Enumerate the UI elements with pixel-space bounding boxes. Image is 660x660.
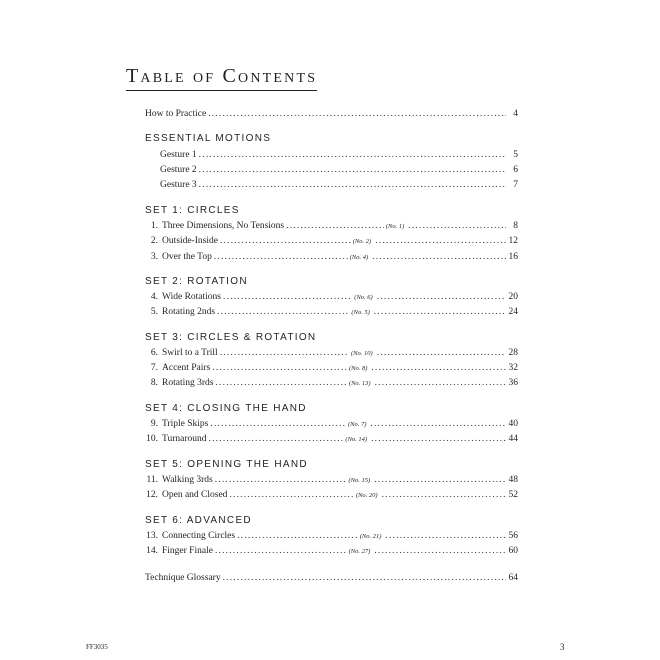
dot-leader bbox=[408, 219, 506, 234]
toc-entry-page: 36 bbox=[508, 378, 519, 388]
dot-leader bbox=[217, 305, 349, 320]
toc-entry-label: Three Dimensions, No Tensions bbox=[162, 221, 285, 231]
dot-leader bbox=[374, 305, 506, 320]
dot-leader bbox=[371, 361, 506, 376]
toc-entry-reference: (No. 2) bbox=[352, 238, 372, 245]
toc-entry[interactable] bbox=[160, 148, 518, 163]
toc-entry-how-to-practice[interactable] bbox=[145, 107, 518, 122]
toc-entry[interactable] bbox=[145, 488, 518, 503]
toc-entry-number: 9. bbox=[150, 419, 158, 429]
dot-leader bbox=[215, 544, 347, 559]
toc-entry-page: 64 bbox=[508, 573, 518, 583]
toc-entry-reference: (No. 15) bbox=[348, 477, 371, 484]
toc-entry-reference: (No. 21) bbox=[359, 533, 382, 540]
toc-entry-label: Open and Closed bbox=[162, 490, 228, 500]
section-heading-essential-motions: ESSENTIAL MOTIONS bbox=[145, 133, 272, 144]
toc-entry[interactable] bbox=[145, 376, 518, 391]
toc-entry-reference: (No. 13) bbox=[348, 380, 371, 387]
dot-leader bbox=[374, 544, 506, 559]
toc-entry-reference: (No. 7) bbox=[347, 421, 367, 428]
dot-leader bbox=[372, 250, 506, 265]
toc-entry-label: Over the Top bbox=[162, 252, 212, 262]
toc-entry-number: 1. bbox=[150, 221, 158, 231]
toc-entry-page: 24 bbox=[508, 307, 518, 317]
toc-entry-reference: (No. 14) bbox=[345, 436, 368, 443]
page-title: Table of Contents bbox=[126, 64, 317, 91]
dot-leader bbox=[199, 178, 506, 193]
toc-entry-label: How to Practice bbox=[145, 109, 207, 119]
toc-entry[interactable] bbox=[145, 473, 518, 488]
dot-leader bbox=[382, 488, 506, 503]
toc-entry-page: 28 bbox=[508, 348, 518, 358]
dot-leader bbox=[220, 234, 351, 249]
toc-entry-page: 6 bbox=[513, 165, 518, 175]
toc-entry-label: Turnaround bbox=[162, 434, 207, 444]
dot-leader bbox=[220, 346, 349, 361]
toc-entry-page: 8 bbox=[513, 221, 519, 231]
section-heading-set-3: SET 3: CIRCLES & ROTATION bbox=[145, 332, 317, 343]
dot-leader bbox=[370, 417, 506, 432]
toc-entry-reference: (No. 8) bbox=[348, 365, 368, 372]
toc-entry[interactable] bbox=[145, 305, 518, 320]
toc-entry-number: 13. bbox=[146, 531, 158, 541]
toc-entry-reference: (No. 20) bbox=[355, 492, 378, 499]
toc-entry[interactable] bbox=[145, 290, 518, 305]
dot-leader bbox=[375, 376, 506, 391]
dot-leader bbox=[385, 529, 506, 544]
toc-entry-page: 56 bbox=[508, 531, 519, 541]
footer-catalog-code: FF3035 bbox=[86, 643, 108, 651]
dot-leader bbox=[209, 432, 344, 447]
toc-entry-page: 12 bbox=[508, 236, 519, 246]
toc-entry-label: Rotating 3rds bbox=[162, 378, 214, 388]
dot-leader bbox=[377, 290, 506, 305]
toc-entry-label: Finger Finale bbox=[162, 546, 213, 556]
toc-entry[interactable] bbox=[145, 529, 518, 544]
toc-entry-label: Walking 3rds bbox=[162, 475, 213, 485]
toc-entry-page: 44 bbox=[508, 434, 518, 444]
dot-leader bbox=[237, 529, 358, 544]
dot-leader bbox=[371, 432, 506, 447]
toc-entry-reference: (No. 4) bbox=[349, 254, 369, 261]
toc-entry[interactable] bbox=[145, 234, 518, 249]
dot-leader bbox=[210, 417, 346, 432]
toc-entry[interactable] bbox=[160, 163, 518, 178]
toc-entry-label: Connecting Circles bbox=[162, 531, 236, 541]
toc-entry[interactable] bbox=[145, 346, 518, 361]
dot-leader bbox=[377, 346, 506, 361]
dot-leader bbox=[375, 234, 506, 249]
toc-entry-reference: (No. 10) bbox=[351, 350, 373, 357]
dot-leader bbox=[223, 571, 506, 586]
toc-entry[interactable] bbox=[145, 432, 518, 447]
toc-entry-number: 3. bbox=[150, 252, 158, 262]
toc-entry-page: 52 bbox=[508, 490, 519, 500]
toc-entry-number: 5. bbox=[150, 307, 158, 317]
toc-entry-label: Rotating 2nds bbox=[162, 307, 216, 317]
toc-entry[interactable] bbox=[160, 178, 518, 193]
dot-leader bbox=[199, 148, 506, 163]
dot-leader bbox=[215, 473, 347, 488]
dot-leader bbox=[223, 290, 352, 305]
toc-entry-label: Wide Rotations bbox=[162, 292, 221, 302]
toc-entry-number: 10. bbox=[146, 434, 158, 444]
dot-leader bbox=[215, 376, 346, 391]
toc-entry-label: Swirl to a Trill bbox=[162, 348, 218, 358]
toc-entry-page: 7 bbox=[513, 180, 518, 190]
toc-entry-number: 12. bbox=[146, 490, 158, 500]
toc-entry-label: Gesture 3 bbox=[160, 180, 197, 190]
toc-entry-technique-glossary[interactable] bbox=[145, 571, 518, 586]
toc-entry-page: 32 bbox=[508, 363, 519, 373]
toc-entry-number: 11. bbox=[146, 475, 158, 485]
section-heading-set-1: SET 1: CIRCLES bbox=[145, 205, 240, 216]
section-heading-set-4: SET 4: CLOSING THE HAND bbox=[145, 403, 307, 414]
toc-entry-reference: (No. 27) bbox=[348, 548, 371, 555]
toc-entry-reference: (No. 6) bbox=[354, 294, 373, 301]
toc-entry[interactable] bbox=[145, 361, 518, 376]
dot-leader bbox=[208, 107, 506, 122]
dot-leader bbox=[374, 473, 506, 488]
section-heading-set-6: SET 6: ADVANCED bbox=[145, 515, 252, 526]
toc-entry[interactable] bbox=[145, 417, 518, 432]
dot-leader bbox=[214, 250, 348, 265]
section-heading-set-2: SET 2: ROTATION bbox=[145, 276, 248, 287]
section-heading-set-5: SET 5: OPENING THE HAND bbox=[145, 459, 308, 470]
toc-entry-label: Outside-Inside bbox=[162, 236, 218, 246]
toc-entry-page: 5 bbox=[513, 150, 518, 160]
toc-entry-page: 60 bbox=[508, 546, 519, 556]
dot-leader bbox=[229, 488, 353, 503]
toc-entry-page: 20 bbox=[508, 292, 519, 302]
toc-entry-number: 4. bbox=[150, 292, 158, 302]
dot-leader bbox=[286, 219, 384, 234]
footer-page-number: 3 bbox=[560, 642, 565, 652]
toc-entry-number: 2. bbox=[150, 236, 158, 246]
toc-entry-reference: (No. 5) bbox=[351, 309, 370, 316]
dot-leader bbox=[212, 361, 347, 376]
toc-entry-label: Gesture 2 bbox=[160, 165, 197, 175]
toc-entry[interactable] bbox=[145, 219, 518, 234]
toc-entry-page: 16 bbox=[508, 252, 518, 262]
toc-entry-label: Triple Skips bbox=[162, 419, 209, 429]
toc-entry[interactable] bbox=[145, 544, 518, 559]
toc-entry-label: Technique Glossary bbox=[145, 573, 221, 583]
toc-entry-number: 7. bbox=[150, 363, 158, 373]
toc-entry-label: Gesture 1 bbox=[160, 150, 197, 160]
toc-entry-number: 8. bbox=[150, 378, 158, 388]
dot-leader bbox=[199, 163, 506, 178]
toc-entry-label: Accent Pairs bbox=[162, 363, 211, 373]
toc-entry-number: 6. bbox=[150, 348, 158, 358]
toc-entry-page: 48 bbox=[508, 475, 519, 485]
toc-entry-reference: (No. 1) bbox=[385, 223, 405, 230]
toc-entry-page: 40 bbox=[508, 419, 519, 429]
toc-entry-number: 14. bbox=[146, 546, 158, 556]
toc-entry-page: 4 bbox=[513, 109, 518, 119]
toc-entry[interactable] bbox=[145, 250, 518, 265]
